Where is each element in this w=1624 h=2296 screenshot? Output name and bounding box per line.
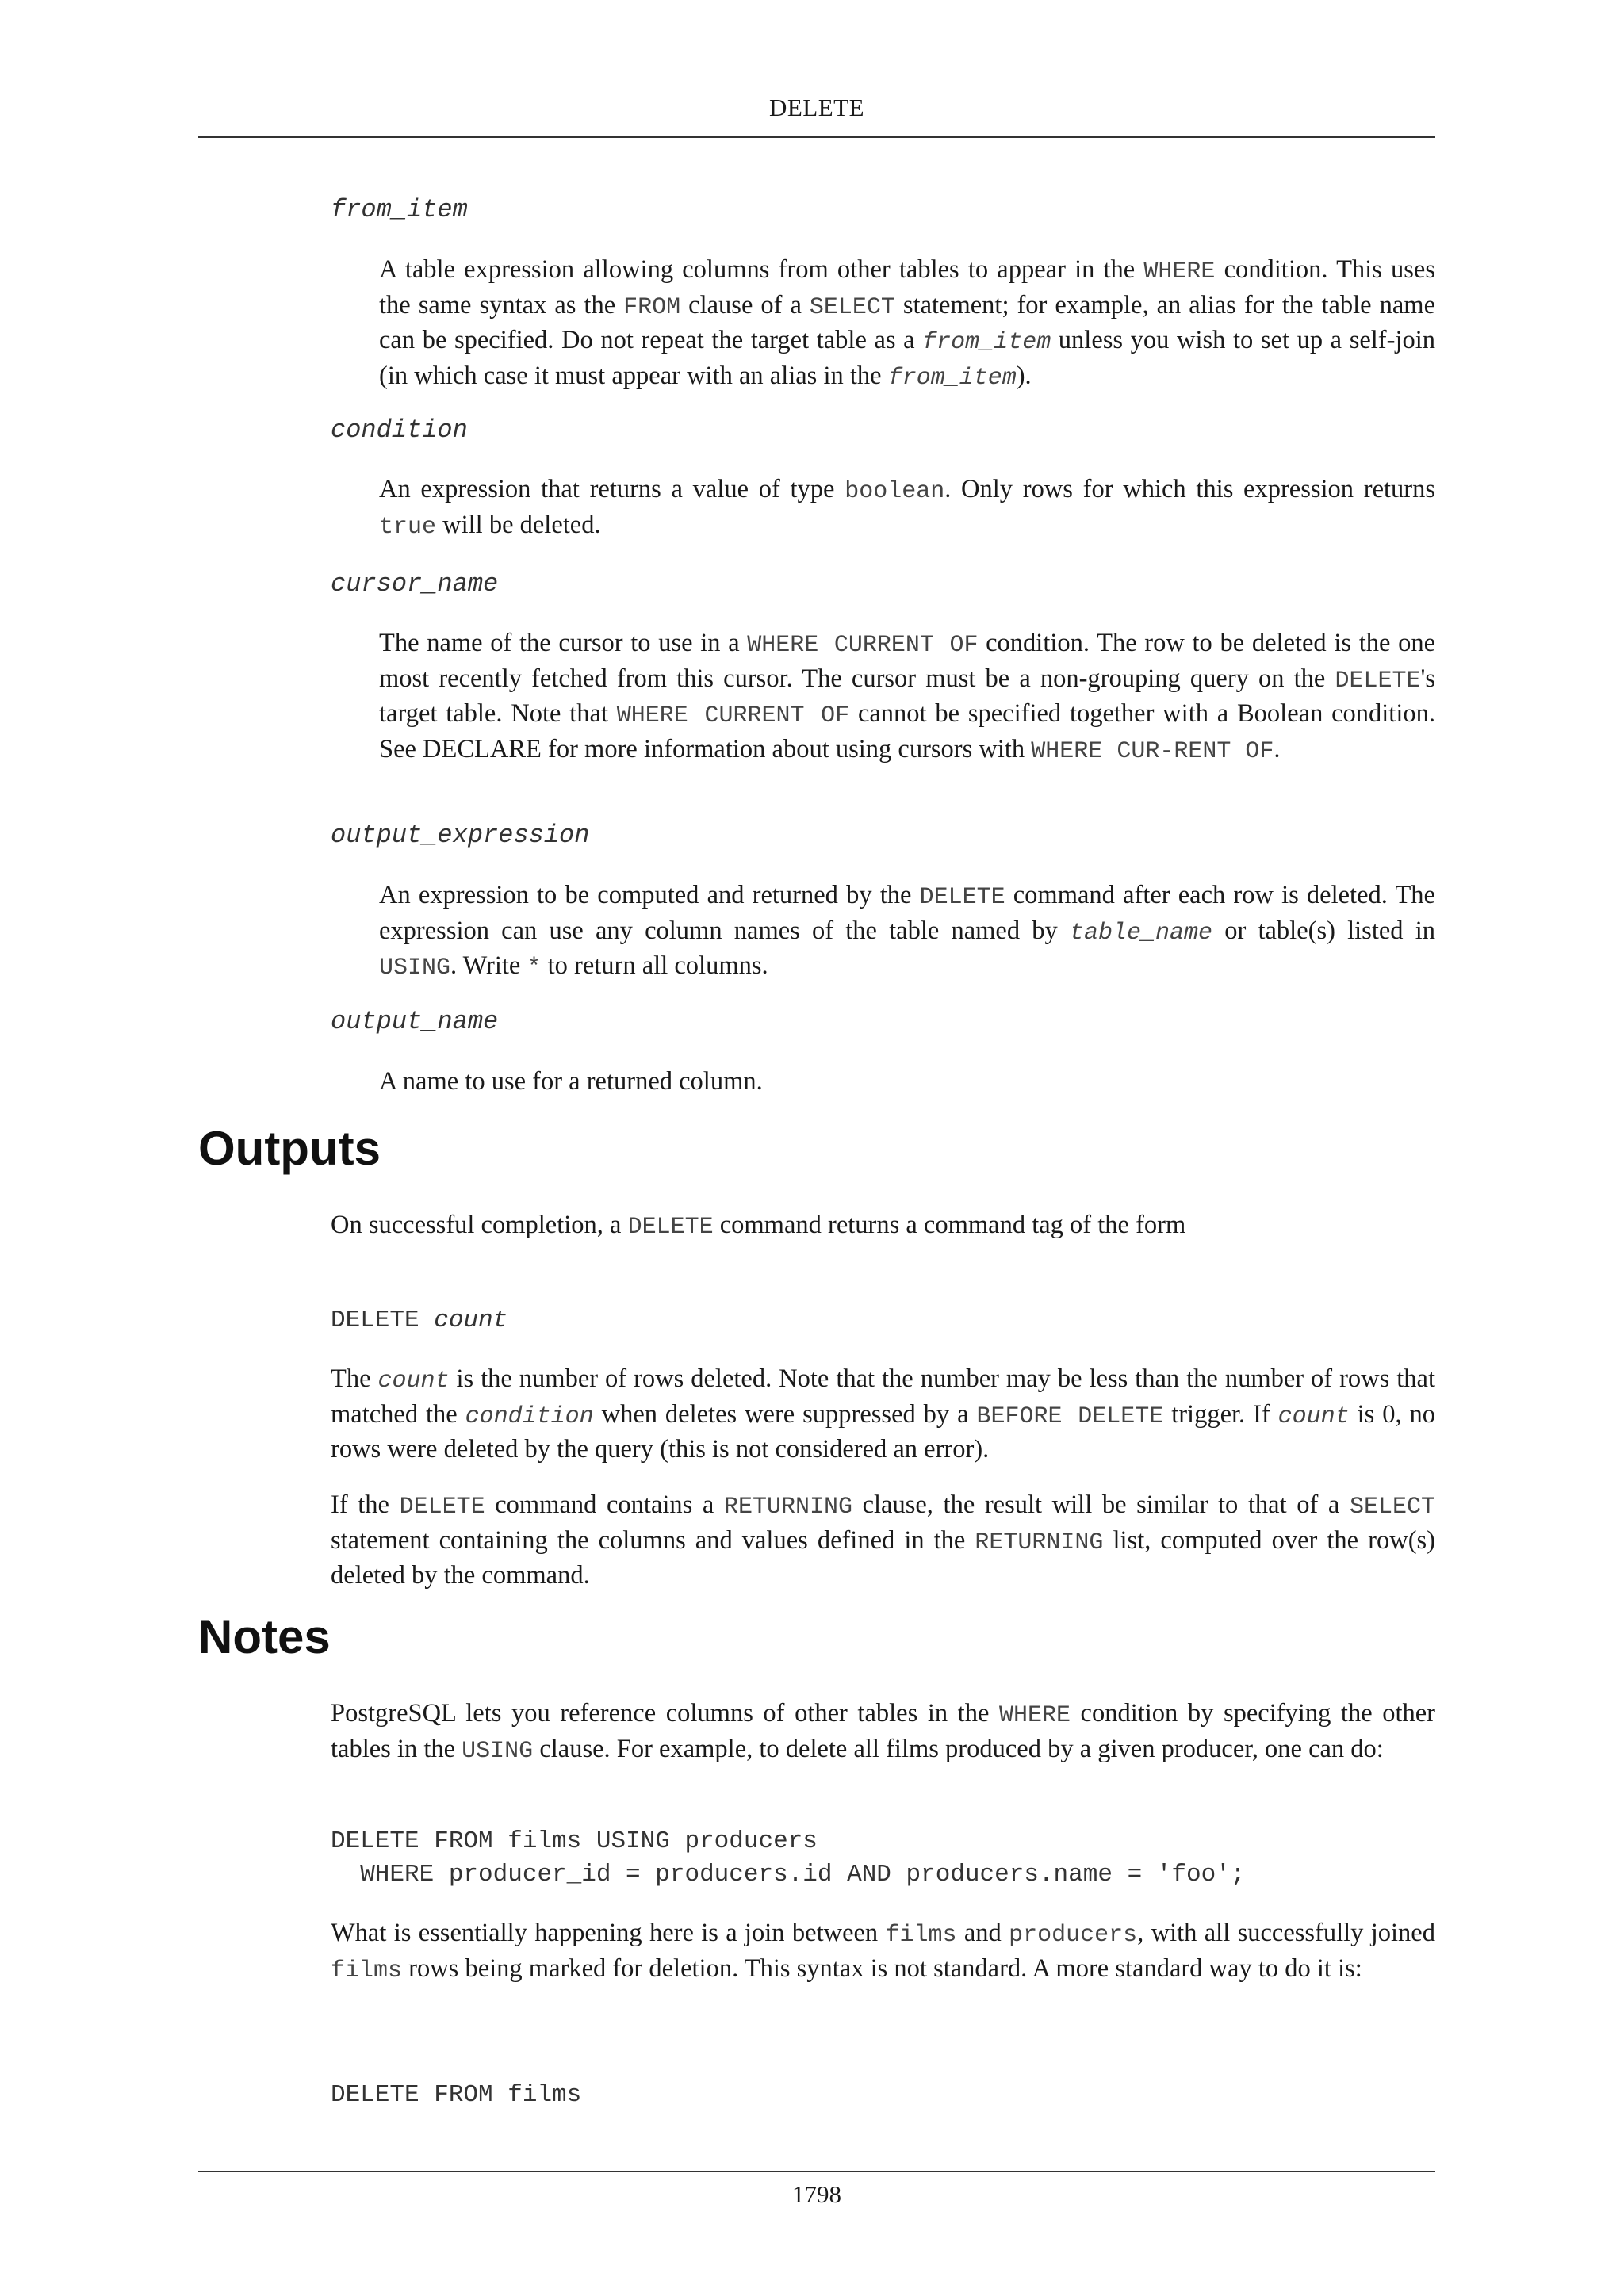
inline-code: films [331,1957,403,1984]
inline-code: producers [1009,1922,1138,1949]
notes-para-using: PostgreSQL lets you reference columns of other tables in the WHERE condition by specifying the other tables in the USING clause. For example, to delete all films produced by a given producer, one can do: [331,1699,1435,1765]
header-rule [198,136,1435,138]
inline-code: WHERE CUR-RENT OF [1031,737,1274,765]
outputs-command-tag [331,1304,508,1337]
inline-code: USING [462,1737,534,1765]
inline-code-param: count [377,1368,450,1395]
inline-code: FROM [623,293,681,321]
param-term-output-name: output_name [331,1007,499,1036]
param-term-condition: condition [331,415,468,445]
inline-code-param: from_item [887,364,1017,392]
inline-code: films [885,1922,957,1949]
notes-para-join: What is essentially happening here is a join between films and producers, with all successfully joined films rows being marked for deletion. This syntax is not standard. A more standard way to do it is: [331,1919,1435,1984]
outputs-para-returning: If the DELETE command contains a RETURNING clause, the result will be similar to that of a SELECT statement containing the columns and values defined in the RETURNING list, computed over the row(s) deleted by the command. [331,1490,1435,1590]
notes-code-example-2: DELETE FROM films [331,2081,582,2109]
inline-code-param: from_item [922,329,1051,356]
inline-code: WHERE CURRENT OF [616,702,850,729]
outputs-intro: On successful completion, a DELETE command returns a command tag of the form [331,1211,1186,1241]
param-term-output-expression: output_expression [331,821,590,850]
code-param: count [434,1307,508,1334]
inline-code: SELECT [809,293,895,321]
running-header: DELETE [768,94,865,121]
inline-code: WHERE [1143,258,1216,285]
inline-code: * [527,955,542,982]
code-keyword: DELETE [331,1307,419,1334]
footer-rule [198,2171,1435,2172]
outputs-para-count: The count is the number of rows deleted. Note that the number may be less than the number of rows that matched the condition when deletes were suppressed by a BEFORE DELETE trigger. If count is 0, no rows were deleted by the query (this is not considered an error). [331,1364,1435,1464]
inline-code: DELETE [627,1214,714,1241]
inline-code: boolean [845,478,945,505]
inline-code: DELETE [1335,667,1421,695]
param-term-from-item: from_item [331,195,468,224]
param-desc-cursor-name: The name of the cursor to use in a WHERE CURRENT OF condition. The row to be deleted is the one most recently fetched from this cursor. The cursor must be a non-grouping query on the DELETE's target table. Note that WHERE CURRENT OF cannot be specified together with a Boolean condition. See DECLARE for more information about using cursors with WHERE CUR-RENT OF. [379,629,1436,765]
notes-code-example-1: DELETE FROM films USING producers WHERE producer_id = producers.id AND producers.name = 'foo'; [331,1827,1246,1888]
inline-code: true [379,513,437,541]
inline-code: WHERE [998,1702,1071,1729]
inline-code: DELETE [399,1494,485,1521]
inline-code: SELECT [1349,1494,1435,1521]
inline-code: USING [379,955,451,982]
param-desc-condition: An expression that returns a value of type boolean. Only rows for which this expression returns true will be deleted. [379,475,1435,541]
inline-code: RETURNING [975,1529,1104,1556]
inline-code: DELETE [919,884,1005,911]
section-heading-notes: Notes [198,1610,331,1663]
inline-code: RETURNING [723,1494,852,1521]
inline-code-param: table_name [1070,919,1213,947]
param-desc-output-name: A name to use for a returned column. [379,1067,763,1096]
page-number: 1798 [792,2180,841,2208]
inline-code: WHERE CURRENT OF [747,632,979,659]
section-heading-outputs: Outputs [198,1122,381,1175]
param-term-cursor-name: cursor_name [331,569,499,599]
param-desc-from-item: A table expression allowing columns from other tables to appear in the WHERE condition. This uses the same syntax as the FROM clause of a SELECT statement; for example, an alias for the table name can be specified. Do not repeat the target table as a from_item unless you wish to set up a self-join (in which case it must appear with an alias in the from_item). [379,255,1435,392]
inline-code-param: condition [465,1402,594,1430]
param-desc-output-expression: An expression to be computed and returned by the DELETE command after each row is deleted. The expression can use any column names of the table named by table_name or table(s) listed in USING. Write * to return all columns. [379,881,1435,982]
inline-code: BEFORE DELETE [976,1402,1164,1430]
inline-code-param: count [1277,1402,1350,1430]
